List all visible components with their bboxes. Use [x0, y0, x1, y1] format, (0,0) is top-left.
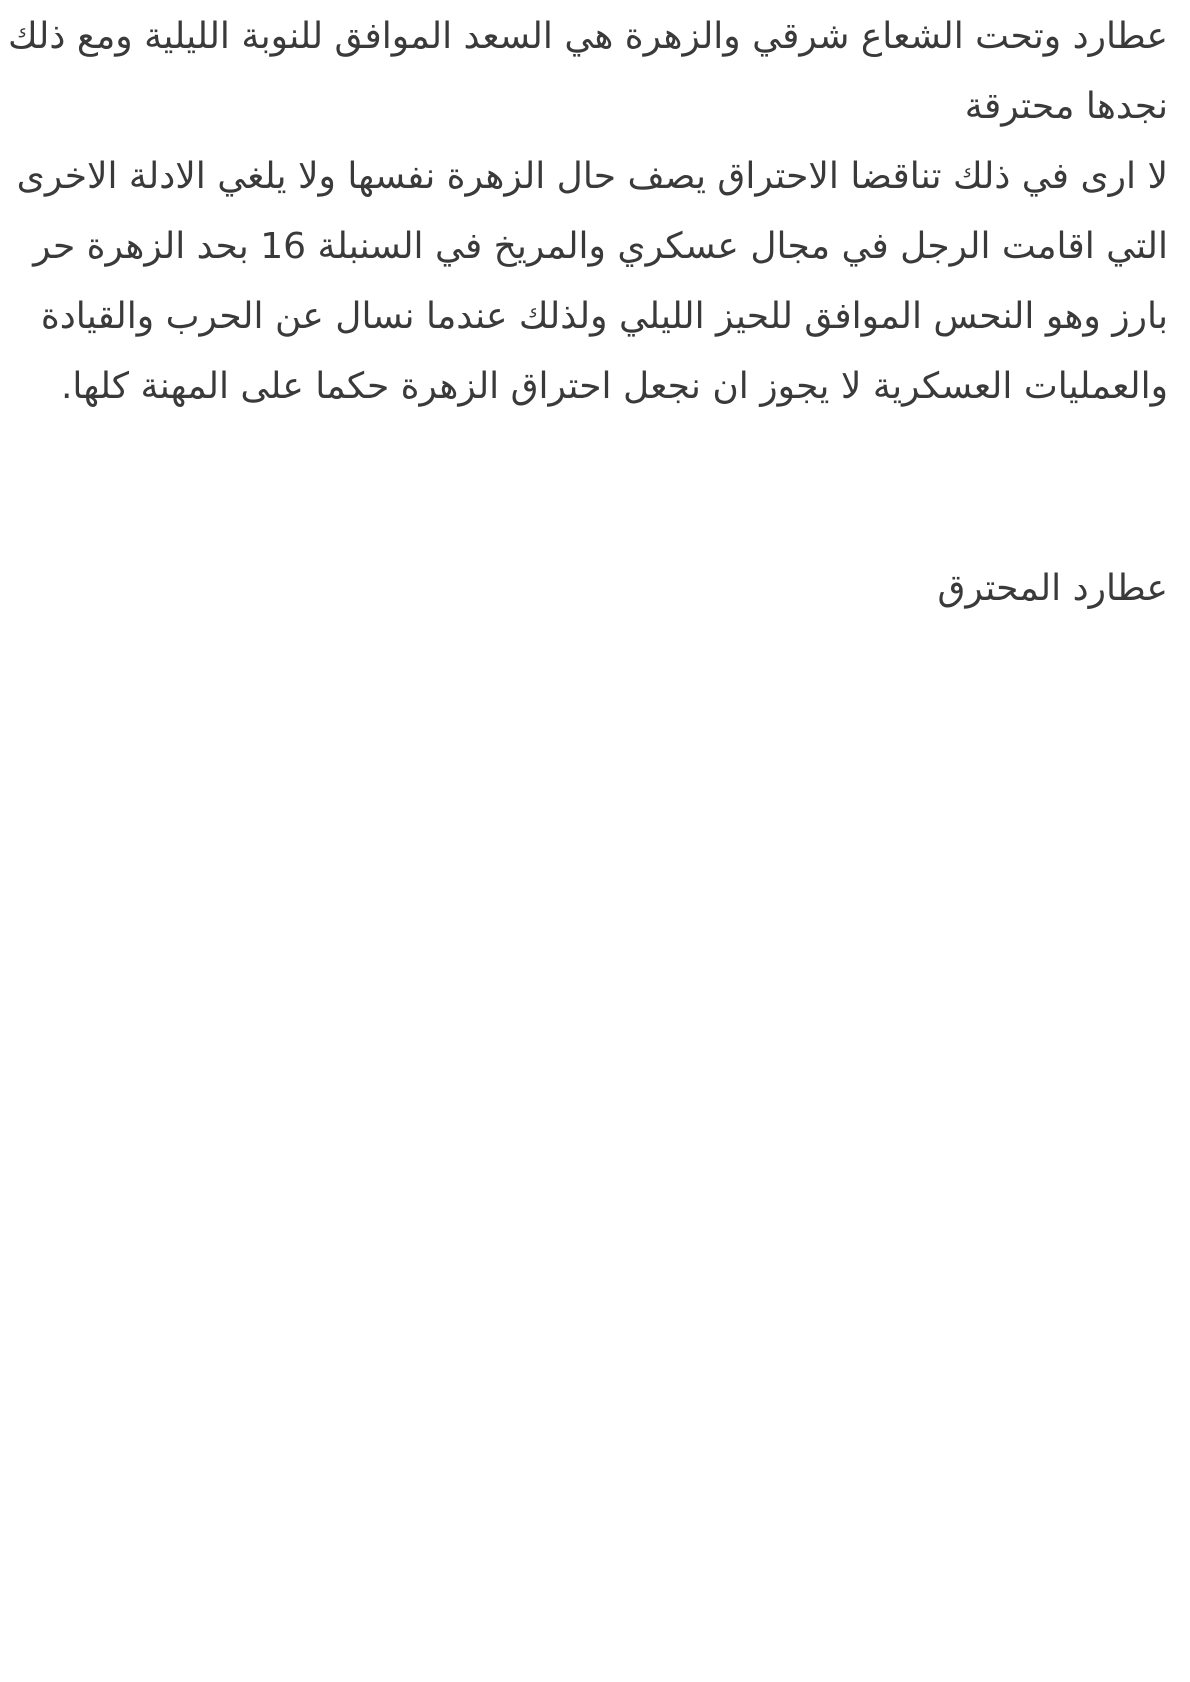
section-heading: عطارد المحترق: [937, 568, 1168, 609]
text-line: نجدها محترقة: [964, 86, 1168, 127]
text-line: لا ارى في ذلك تناقضا الاحتراق يصف حال الزهرة نفسها ولا يلغي الادلة الاخرى: [16, 156, 1168, 197]
text-line: التي اقامت الرجل في مجال عسكري والمريخ في السنبلة 16 بحد الزهرة حر: [33, 226, 1168, 267]
document-body: [8, 0, 1168, 624]
paragraph: [18, 142, 1168, 422]
text-line: بارز وهو النحس الموافق للحيز الليلي ولذلك عندما نسال عن الحرب والقيادة: [40, 296, 1168, 337]
text-line: عطارد وتحت الشعاع شرقي والزهرة هي السعد الموافق للنوبة الليلية ومع ذلك: [8, 16, 1168, 57]
text-line: والعمليات العسكرية لا يجوز ان نجعل احتراق الزهرة حكما على المهنة كلها.: [60, 366, 1168, 407]
paragraph: [8, 2, 1168, 142]
